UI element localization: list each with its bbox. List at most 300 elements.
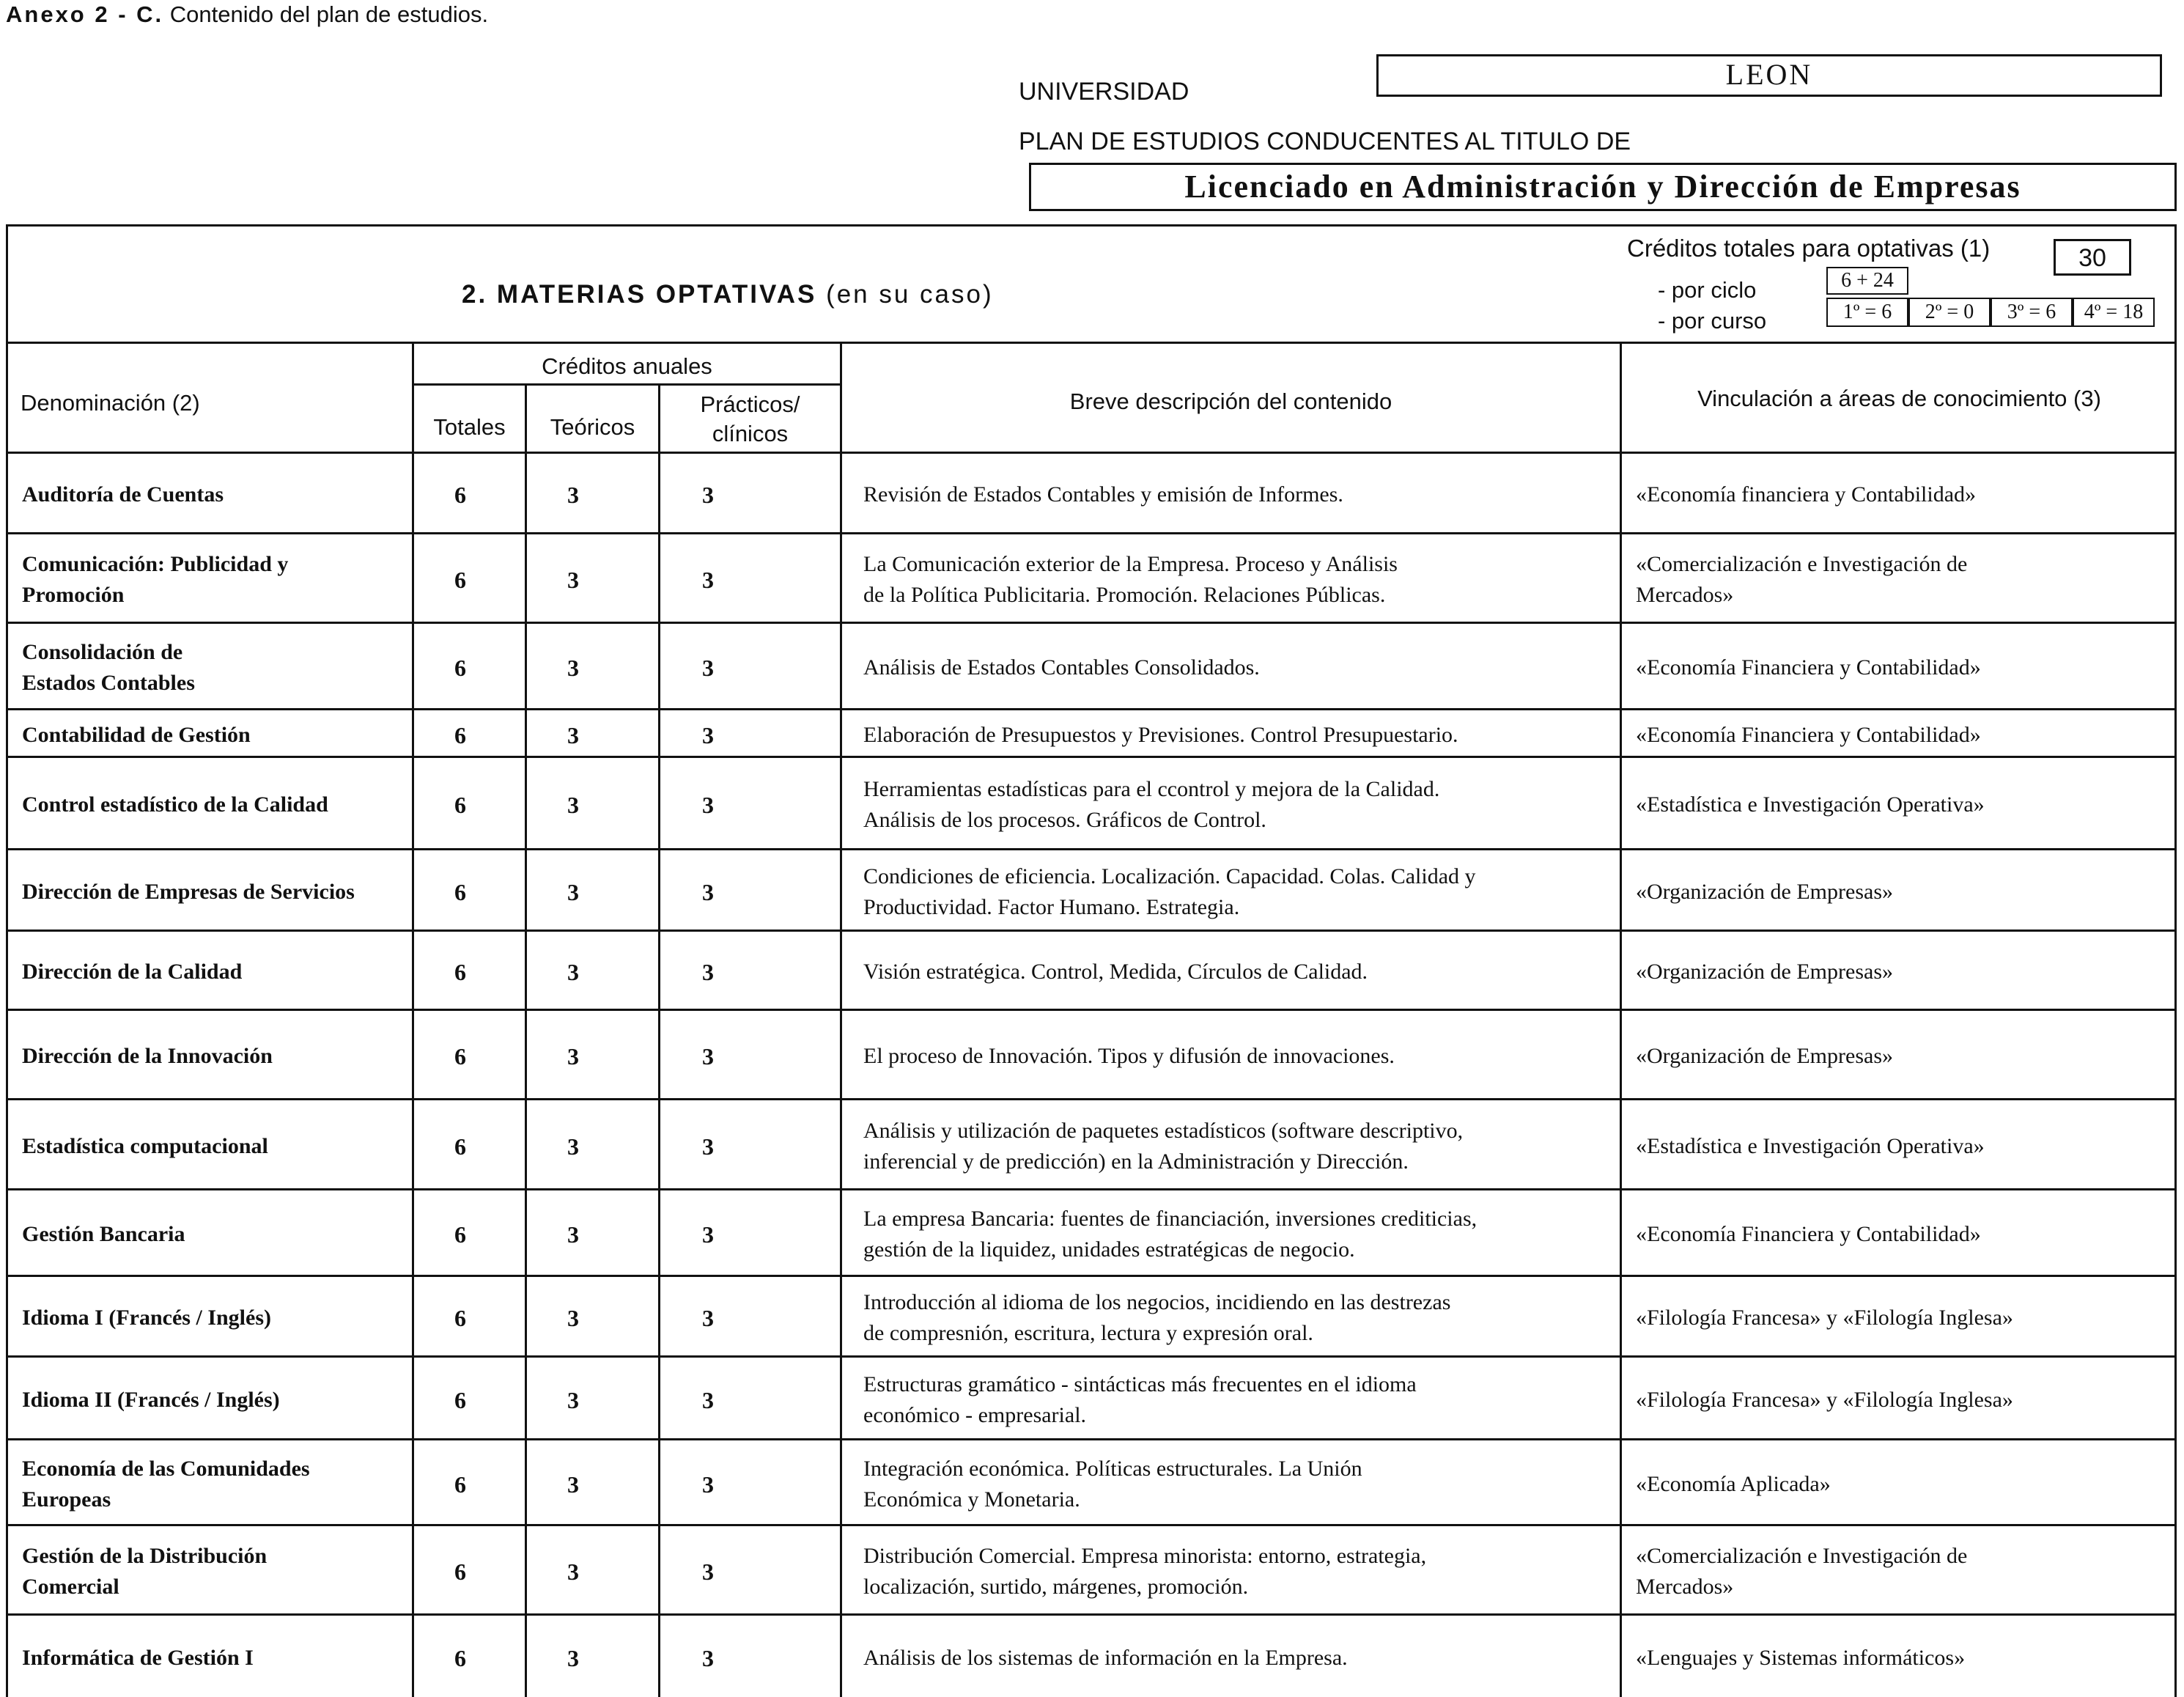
creditos-practicos [686,1556,730,1587]
cell-divider [658,622,660,708]
creditos-totales [438,479,482,510]
creditos-totales [438,1041,482,1072]
materia-descripcion [863,861,1611,923]
area-conocimiento-line: «Economía Aplicada» [1636,1471,1831,1496]
cell-divider [658,1009,660,1098]
cell-divider [840,708,842,756]
creditos-teoricos [551,652,595,683]
materia-name [22,1303,403,1333]
creditos-practicos-line: 3 [702,655,714,681]
cell-divider [1620,756,1622,848]
materia-descripcion-line: de la Política Publicitaria. Promoción. Relaciones Públicas. [863,583,1386,607]
area-conocimiento [1636,1541,2163,1602]
materia-descripcion-line: Estructuras gramático - sintácticas más frecuentes en el idioma [863,1372,1417,1396]
cell-divider [412,1613,414,1697]
creditos-teoricos-line: 3 [567,1386,579,1413]
row-divider [6,1098,2177,1100]
materia-descripcion [863,1204,1611,1265]
annex-heading [6,1,488,28]
materia-descripcion-line: Productividad. Factor Humano. Estrategia. [863,894,1240,919]
creditos-practicos [686,479,730,510]
creditos-teoricos [551,1556,595,1587]
area-conocimiento [1636,549,2163,611]
section-title-text: 2. MATERIAS OPTATIVAS [462,280,817,309]
cell-divider [412,708,414,756]
creditos-totales [438,1303,482,1333]
cell-divider [525,1613,527,1697]
area-conocimiento-line: «Economía Financiera y Contabilidad» [1636,722,1981,747]
area-conocimiento-line: «Organización de Empresas» [1636,960,1893,984]
creditos-totales-line: 6 [454,792,466,818]
area-conocimiento [1636,479,2163,510]
cell-divider [525,1098,527,1188]
creditos-practicos [686,1643,730,1674]
materia-name-line: Estados Contables [22,671,195,695]
credits-subheader-rule [412,383,840,386]
creditos-practicos [686,957,730,987]
area-conocimiento-line: «Organización de Empresas» [1636,1044,1893,1068]
creditos-practicos [686,1219,730,1250]
cell-divider [525,1524,527,1613]
cell-divider [840,930,842,1009]
materia-descripcion-line: inferencial y de predicción) en la Administración y Dirección. [863,1149,1409,1174]
materia-descripcion [863,774,1611,836]
creditos-teoricos [551,877,595,908]
creditos-totales [438,720,482,751]
materia-descripcion [863,479,1611,510]
cell-divider [658,1275,660,1355]
header-practicos [660,390,840,449]
cell-divider [658,930,660,1009]
cell-divider [525,848,527,930]
cell-divider [412,1355,414,1438]
cell-divider [412,1009,414,1098]
area-conocimiento [1636,1469,2163,1500]
cell-divider [658,532,660,622]
materia-descripcion [863,1041,1611,1072]
cell-divider [412,452,414,532]
materia-name [22,877,403,908]
row-divider [6,1438,2177,1440]
cell-divider [525,708,527,756]
creditos-teoricos-line: 3 [567,1645,579,1671]
area-conocimiento [1636,652,2163,683]
materia-name-line: Estadística computacional [22,1133,268,1158]
creditos-practicos-line: 3 [702,878,714,905]
header-totales: Totales [433,414,506,440]
creditos-practicos-line: 3 [702,1558,714,1585]
cell-divider [1620,1009,1622,1098]
credits-total-value: 30 [2054,239,2131,276]
creditos-teoricos [551,1385,595,1416]
creditos-teoricos [551,479,595,510]
cell-divider [840,1009,842,1098]
materia-name [22,1454,403,1515]
materia-descripcion [863,1369,1611,1431]
row-divider [6,1275,2177,1277]
cell-divider [840,1438,842,1524]
annex-text: Contenido del plan de estudios. [169,1,489,27]
cell-divider [412,1438,414,1524]
cell-divider [840,1524,842,1613]
materia-name-line: Informática de Gestión I [22,1646,254,1670]
materia-descripcion-line: La empresa Bancaria: fuentes de financiación, inversiones crediticias, [863,1207,1477,1231]
cell-divider [658,1524,660,1613]
cell-divider [840,848,842,930]
materia-name [22,549,403,611]
materia-descripcion-line: Visión estratégica. Control, Medida, Círculos de Calidad. [863,960,1368,984]
header-practicos-line1: Prácticos/ [700,391,800,417]
cell-divider [840,532,842,622]
area-conocimiento-line: Mercados» [1636,1575,1734,1599]
materia-descripcion-line: Análisis de los sistemas de información en la Empresa. [863,1646,1348,1670]
creditos-practicos [686,789,730,820]
cell-divider [525,930,527,1009]
por-ciclo-value: 6 + 24 [1826,267,1908,295]
header-vinculacion: Vinculación a áreas de conocimiento (3) [1697,386,2101,411]
row-divider [6,1613,2177,1616]
materia-descripcion-line: gestión de la liquidez, unidades estratégicas de negocio. [863,1237,1355,1262]
creditos-teoricos-line: 3 [567,1305,579,1331]
cell-divider [658,756,660,848]
materia-name [22,1643,403,1674]
creditos-totales-line: 6 [454,482,466,508]
por-curso-1: 1º = 6 [1826,298,1908,327]
cell-divider [525,452,527,532]
row-divider [6,1188,2177,1190]
materia-name [22,957,403,987]
creditos-teoricos-line: 3 [567,567,579,593]
cell-divider [1620,708,1622,756]
creditos-teoricos [551,1131,595,1162]
creditos-teoricos [551,564,595,595]
cell-divider [840,452,842,532]
cell-divider [658,708,660,756]
area-conocimiento-line: «Filología Francesa» y «Filología Inglesa» [1636,1387,2013,1412]
cell-divider [1620,1438,1622,1524]
materia-descripcion [863,720,1611,751]
creditos-teoricos-line: 3 [567,1043,579,1070]
creditos-totales-line: 6 [454,567,466,593]
creditos-teoricos-line: 3 [567,792,579,818]
creditos-practicos [686,877,730,908]
area-conocimiento [1636,789,2163,820]
cell-divider [1620,532,1622,622]
cell-divider [525,622,527,708]
section-title-suffix: (en su caso) [826,280,994,309]
creditos-totales [438,1469,482,1500]
cell-divider [840,1098,842,1188]
cell-divider [412,930,414,1009]
creditos-practicos-line: 3 [702,792,714,818]
por-curso-4: 4º = 18 [2073,298,2155,327]
materia-descripcion [863,549,1611,611]
creditos-totales [438,1131,482,1162]
cell-divider [658,1438,660,1524]
row-divider [6,532,2177,534]
cell-divider [525,1009,527,1098]
area-conocimiento-line: «Comercialización e Investigación de [1636,552,1968,576]
creditos-totales-line: 6 [454,1221,466,1248]
materia-descripcion-line: Análisis y utilización de paquetes estadísticos (software descriptivo, [863,1118,1464,1143]
creditos-practicos-line: 3 [702,482,714,508]
creditos-practicos-line: 3 [702,567,714,593]
creditos-totales-line: 6 [454,1470,466,1498]
cell-divider [840,1355,842,1438]
materia-name-line: Comercial [22,1575,119,1599]
creditos-totales-line: 6 [454,1133,466,1160]
cell-divider [658,848,660,930]
header-teoricos: Teóricos [550,414,635,440]
area-conocimiento-line: «Lenguajes y Sistemas informáticos» [1636,1646,1966,1670]
cell-divider [840,1275,842,1355]
creditos-teoricos-line: 3 [567,721,579,748]
cell-divider [412,756,414,848]
cell-divider [412,1098,414,1188]
row-divider [6,708,2177,710]
area-conocimiento [1636,957,2163,987]
creditos-teoricos [551,1219,595,1250]
cell-divider [525,1355,527,1438]
materia-descripcion [863,1116,1611,1177]
materia-name [22,720,403,751]
plan-label: PLAN DE ESTUDIOS CONDUCENTES AL TITULO DE [1019,128,1631,155]
cell-divider [412,1275,414,1355]
creditos-practicos [686,1041,730,1072]
area-conocimiento [1636,1041,2163,1072]
creditos-totales [438,564,482,595]
materia-name [22,479,403,510]
materia-descripcion-line: El proceso de Innovación. Tipos y difusión de innovaciones. [863,1044,1395,1068]
creditos-totales [438,877,482,908]
creditos-totales-line: 6 [454,655,466,681]
university-name: LEON [1376,54,2162,97]
area-conocimiento-line: «Economía Financiera y Contabilidad» [1636,655,1981,680]
materia-name-line: Auditoría de Cuentas [22,482,224,507]
cell-divider [658,1355,660,1438]
creditos-practicos-line: 3 [702,1133,714,1160]
cell-divider [525,1188,527,1275]
por-curso-3: 3º = 6 [1991,298,2073,327]
creditos-totales-line: 6 [454,1305,466,1331]
header-practicos-line2: clínicos [712,421,789,446]
cell-divider [1620,1524,1622,1613]
por-curso-label: - por curso [1658,308,1767,334]
area-conocimiento [1636,1643,2163,1674]
cell-divider [1620,930,1622,1009]
area-conocimiento [1636,720,2163,751]
row-divider [6,1009,2177,1011]
cell-divider [840,756,842,848]
creditos-totales-line: 6 [454,1645,466,1671]
creditos-practicos [686,652,730,683]
creditos-totales-line: 6 [454,1043,466,1070]
cell-divider [412,848,414,930]
materia-descripcion-line: Análisis de los procesos. Gráficos de Control. [863,808,1266,832]
creditos-practicos-line: 3 [702,1386,714,1413]
materia-descripcion-line: Análisis de Estados Contables Consolidados. [863,655,1260,680]
cell-divider [840,622,842,708]
materia-name [22,789,403,820]
creditos-practicos-line: 3 [702,1470,714,1498]
header-bottom-rule [6,452,2177,454]
creditos-teoricos [551,1303,595,1333]
cell-divider [1620,1613,1622,1697]
header-denominacion: Denominación (2) [21,390,200,416]
creditos-practicos-line: 3 [702,959,714,985]
creditos-teoricos-line: 3 [567,1133,579,1160]
materia-name [22,1041,403,1072]
section-title [462,280,994,309]
row-divider [6,622,2177,624]
materia-name [22,1541,403,1602]
area-conocimiento-line: Mercados» [1636,583,1734,607]
creditos-totales-line: 6 [454,1558,466,1585]
materia-name-line: Consolidación de [22,640,183,664]
por-ciclo-label: - por ciclo [1658,277,1757,303]
header-creditos-anuales: Créditos anuales [542,353,712,379]
materia-name-line: Gestión de la Distribución [22,1544,268,1568]
creditos-teoricos-line: 3 [567,482,579,508]
creditos-teoricos-line: 3 [567,1558,579,1585]
cell-divider [840,1613,842,1697]
creditos-totales [438,1219,482,1250]
creditos-practicos [686,1469,730,1500]
creditos-totales-line: 6 [454,959,466,985]
cell-divider [525,532,527,622]
materia-descripcion-line: Distribución Comercial. Empresa minorista: entorno, estrategia, [863,1544,1427,1568]
creditos-practicos [686,720,730,751]
area-conocimiento-line: «Comercialización e Investigación de [1636,1544,1968,1568]
area-conocimiento [1636,1385,2163,1416]
area-conocimiento [1636,1303,2163,1333]
materia-name-line: Europeas [22,1487,111,1512]
creditos-teoricos-line: 3 [567,959,579,985]
cell-divider [840,1188,842,1275]
row-divider [6,756,2177,758]
creditos-teoricos [551,957,595,987]
row-divider [6,930,2177,932]
materia-descripcion [863,1541,1611,1602]
row-divider [6,1524,2177,1526]
area-conocimiento-line: «Organización de Empresas» [1636,879,1893,904]
area-conocimiento [1636,1219,2163,1250]
materia-descripcion-line: Revisión de Estados Contables y emisión de Informes. [863,482,1343,507]
creditos-teoricos [551,789,595,820]
materia-descripcion [863,1454,1611,1515]
materia-name-line: Dirección de Empresas de Servicios [22,879,355,904]
materia-descripcion-line: Económica y Monetaria. [863,1487,1080,1512]
creditos-practicos-line: 3 [702,1221,714,1248]
materia-descripcion-line: Integración económica. Políticas estructurales. La Unión [863,1456,1362,1481]
row-divider [6,1355,2177,1358]
row-divider [6,848,2177,850]
cell-divider [658,1613,660,1697]
materia-descripcion [863,1287,1611,1349]
materia-name [22,1131,403,1162]
cell-divider [412,1188,414,1275]
creditos-totales [438,957,482,987]
area-conocimiento-line: «Economía financiera y Contabilidad» [1636,482,1977,507]
credits-total-label: Créditos totales para optativas (1) [1627,235,1991,262]
creditos-totales [438,652,482,683]
cell-divider [412,1524,414,1613]
creditos-totales [438,1385,482,1416]
materia-name-line: Idioma I (Francés / Inglés) [22,1306,271,1330]
cell-divider [525,1275,527,1355]
materia-name-line: Dirección de la Calidad [22,960,243,984]
materia-descripcion-line: económico - empresarial. [863,1402,1087,1427]
materia-name-line: Gestión Bancaria [22,1222,185,1246]
creditos-practicos-line: 3 [702,1043,714,1070]
area-conocimiento-line: «Economía Financiera y Contabilidad» [1636,1222,1981,1246]
creditos-totales-line: 6 [454,721,466,748]
creditos-teoricos [551,1041,595,1072]
cell-divider [1620,1098,1622,1188]
cell-divider [1620,452,1622,532]
creditos-practicos [686,1385,730,1416]
creditos-totales-line: 6 [454,878,466,905]
creditos-totales [438,789,482,820]
materia-name-line: Economía de las Comunidades [22,1456,310,1481]
creditos-practicos [686,1303,730,1333]
creditos-totales-line: 6 [454,1386,466,1413]
materia-name [22,1385,403,1416]
creditos-teoricos-line: 3 [567,1470,579,1498]
materia-descripcion [863,1643,1611,1674]
materia-descripcion-line: de compresnión, escritura, lectura y expresión oral. [863,1321,1313,1345]
area-conocimiento-line: «Estadística e Investigación Operativa» [1636,1133,1985,1158]
materia-name [22,637,403,699]
materia-descripcion-line: Introducción al idioma de los negocios, incidiendo en las destrezas [863,1290,1451,1314]
cell-divider [525,1438,527,1524]
materia-descripcion-line: Condiciones de eficiencia. Localización. Capacidad. Colas. Calidad y [863,864,1476,888]
creditos-practicos [686,564,730,595]
materia-descripcion-line: Elaboración de Presupuestos y Previsiones. Control Presupuestario. [863,722,1458,747]
cell-divider [1620,848,1622,930]
materia-descripcion-line: localización, surtido, márgenes, promoción. [863,1575,1249,1599]
area-conocimiento-line: «Filología Francesa» y «Filología Inglesa» [1636,1306,2013,1330]
creditos-totales [438,1556,482,1587]
creditos-practicos-line: 3 [702,1645,714,1671]
creditos-teoricos [551,720,595,751]
creditos-teoricos-line: 3 [567,878,579,905]
area-conocimiento-line: «Estadística e Investigación Operativa» [1636,792,1985,817]
creditos-practicos [686,1131,730,1162]
por-curso-2: 2º = 0 [1908,298,1991,327]
cell-divider [412,532,414,622]
cell-divider [658,452,660,532]
university-label: UNIVERSIDAD [1019,78,1189,106]
materia-name-line: Promoción [22,583,125,607]
area-conocimiento [1636,877,2163,908]
creditos-practicos-line: 3 [702,1305,714,1331]
materia-descripcion-line: Herramientas estadísticas para el ccontrol y mejora de la Calidad. [863,777,1440,801]
table-top-rule [6,342,2177,344]
cell-divider [658,1098,660,1188]
creditos-teoricos-line: 3 [567,655,579,681]
materia-name-line: Control estadístico de la Calidad [22,792,328,817]
materia-name-line: Idioma II (Francés / Inglés) [22,1387,280,1412]
cell-divider [525,756,527,848]
creditos-totales [438,1643,482,1674]
materia-name-line: Dirección de la Innovación [22,1044,273,1068]
materia-name-line: Comunicación: Publicidad y [22,552,289,576]
area-conocimiento [1636,1131,2163,1162]
degree-title: Licenciado en Administración y Dirección de Empresas [1029,163,2177,211]
cell-divider [1620,1355,1622,1438]
creditos-teoricos-line: 3 [567,1221,579,1248]
